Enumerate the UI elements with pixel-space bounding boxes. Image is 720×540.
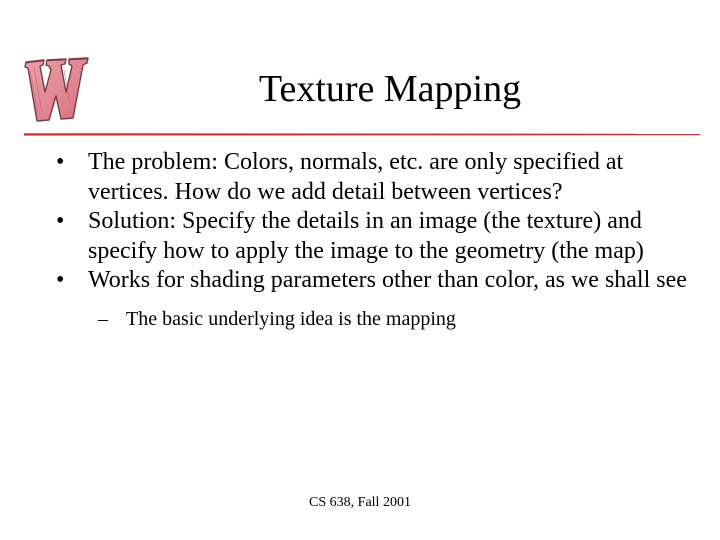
bullet-text: The problem: Colors, normals, etc. are only specified at vertices. How do we add detail between vertices? bbox=[88, 149, 624, 205]
bullet-item bbox=[56, 266, 696, 332]
sub-bullet-marker: – bbox=[98, 307, 108, 330]
bullet-item bbox=[56, 207, 696, 266]
sub-bullet-item bbox=[98, 306, 696, 332]
bullet-text: Solution: Specify the details in an image (the texture) and specify how to apply the image to the geometry (the map) bbox=[88, 208, 644, 264]
bullet-marker: • bbox=[56, 149, 65, 175]
sub-bullet-text: The basic underlying idea is the mapping bbox=[126, 307, 456, 330]
slide-title: Texture Mapping bbox=[258, 68, 522, 110]
slide-footer: CS 638, Fall 2001 bbox=[309, 495, 411, 510]
bullet-marker: • bbox=[56, 267, 65, 293]
sub-bullet-list bbox=[88, 306, 696, 332]
bullet-marker: • bbox=[56, 208, 65, 234]
uw-w-logo-icon bbox=[18, 52, 98, 128]
bullet-item bbox=[56, 148, 696, 207]
title-divider bbox=[24, 130, 700, 138]
bullet-text: Works for shading parameters other than color, as we shall see bbox=[88, 267, 687, 293]
bullet-list bbox=[56, 148, 696, 332]
